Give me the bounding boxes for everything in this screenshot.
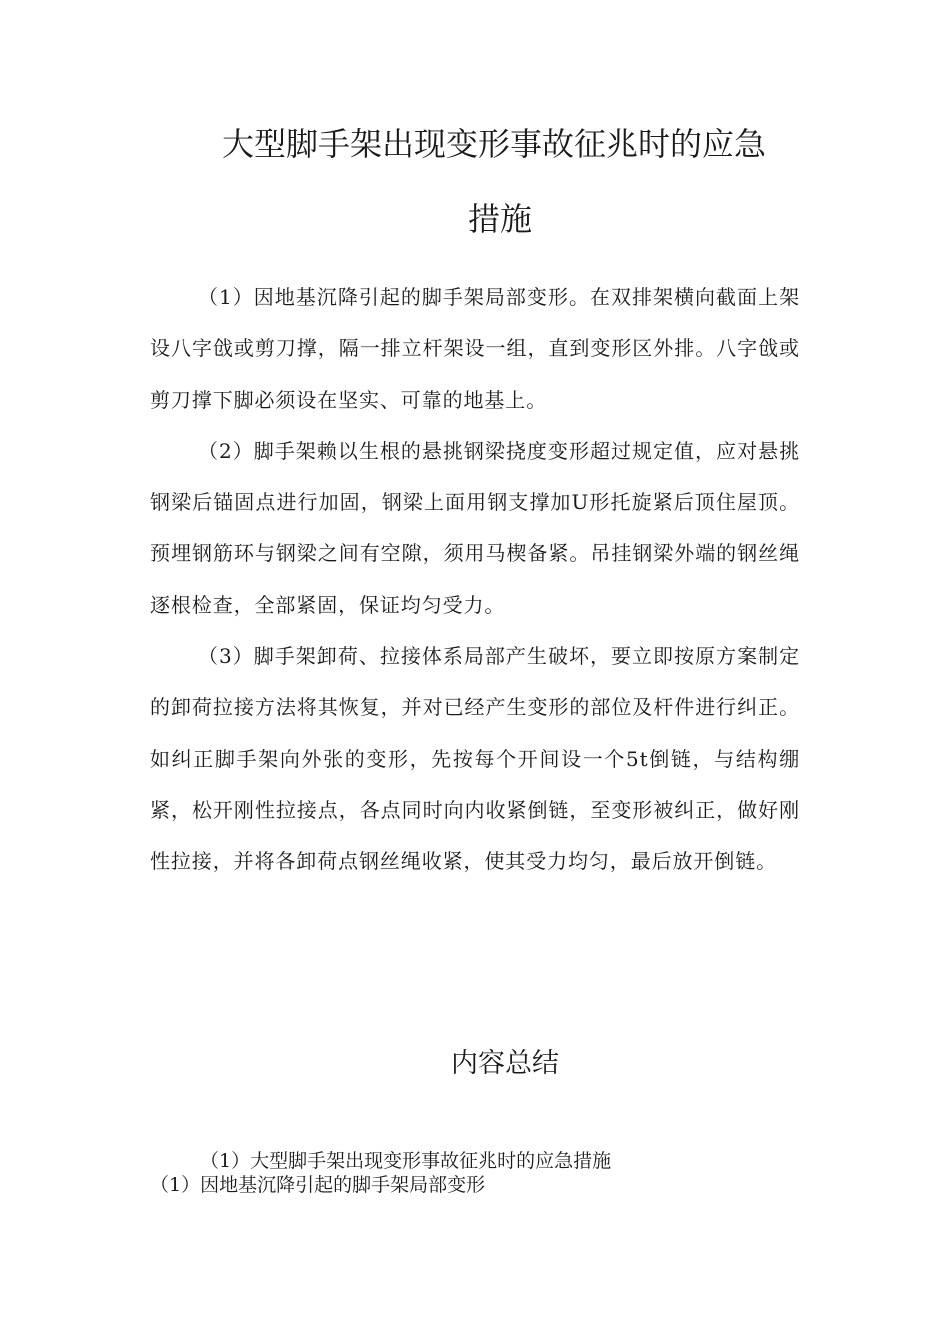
summary-line-2: （1）因地基沉降引起的脚手架局部变形 [150, 1174, 486, 1196]
document-body [150, 272, 800, 888]
paragraph-1: （1）因地基沉降引起的脚手架局部变形。在双排架横向截面上架设八字戗或剪刀撑，隔一排立杆架设一组，直到变形区外排。八字戗或剪刀撑下脚必须设在坚实、可靠的地基上。 [150, 285, 800, 412]
paragraph-2: （2）脚手架赖以生根的悬挑钢梁挠度变形超过规定值，应对悬挑钢梁后锚固点进行加固，钢梁上面用钢支撑加U形托旋紧后顶住屋顶。预埋钢筋环与钢梁之间有空隙，须用马楔备紧。吊挂钢梁外端的钢丝绳逐根检查，全部紧固，保证均匀受力。 [150, 438, 800, 617]
paragraph-3: （3）脚手架卸荷、拉接体系局部产生破坏，要立即按原方案制定的卸荷拉接方法将其恢复，并对已经产生变形的部位及杆件进行纠正。如纠正脚手架向外张的变形，先按每个开间设一个5t倒链，与结构绷紧，松开刚性拉接点，各点同时向内收紧倒链，至变形被纠正，做好刚性拉接，并将各卸荷点钢丝绳收紧，使其受力均匀，最后放开倒链。 [150, 644, 800, 874]
summary-line-1: （1）大型脚手架出现变形事故征兆时的应急措施 [200, 1150, 612, 1172]
document-title-line-2: 措施 [467, 200, 532, 238]
document-title-line-1: 大型脚手架出现变形事故征兆时的应急 [222, 125, 767, 163]
summary-heading: 内容总结 [451, 1048, 559, 1079]
